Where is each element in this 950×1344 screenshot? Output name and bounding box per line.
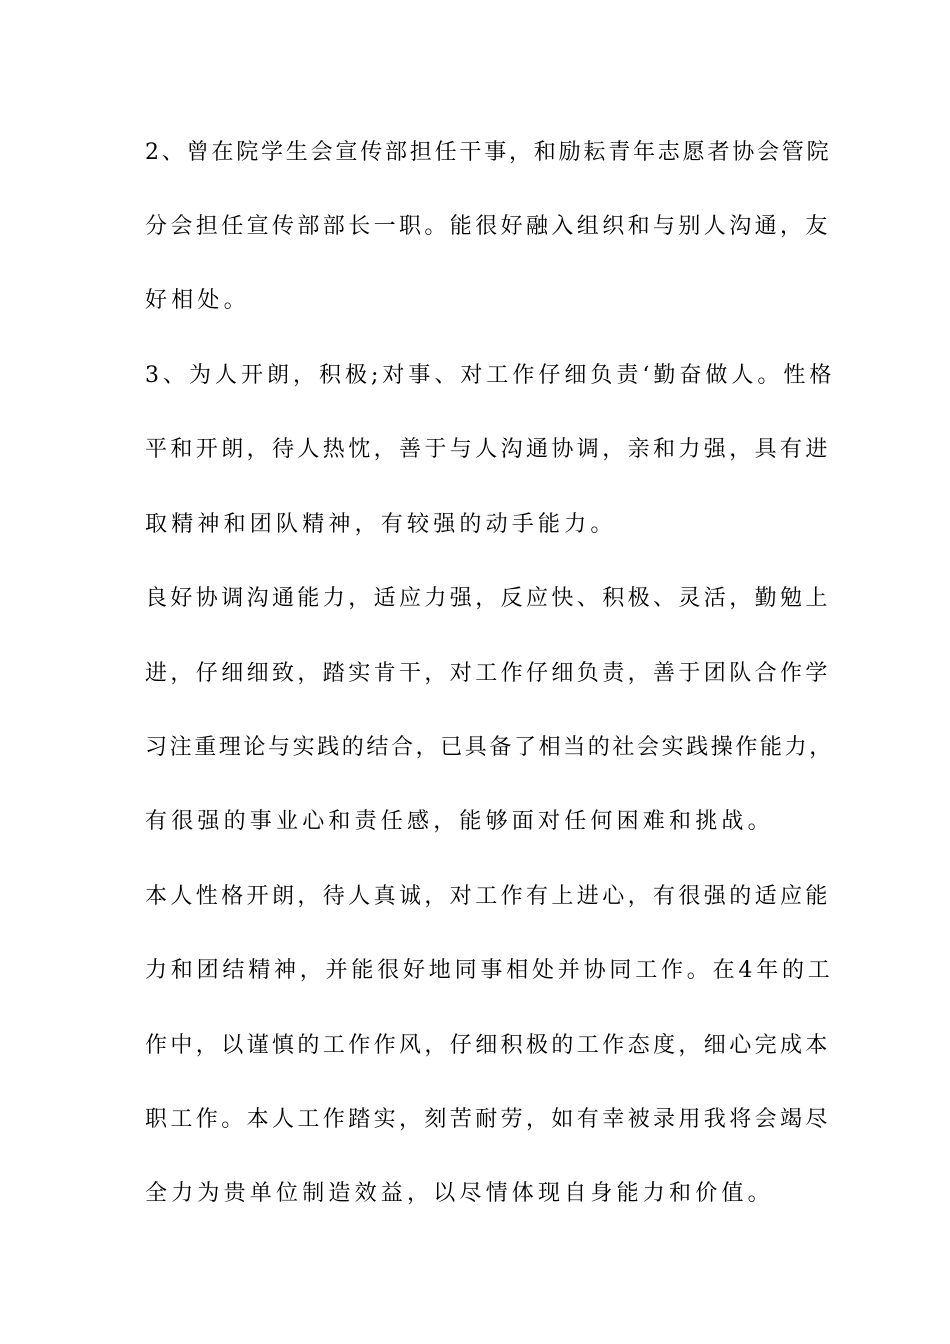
text-line: 良好协调沟通能力，适应力强，反应快、积极、灵活，勤勉上 <box>145 586 831 611</box>
text-line: 本人性格开朗，待人真诚，对工作有上进心，有很强的适应能 <box>145 884 831 909</box>
text-line: 力和团结精神，并能很好地同事相处并协同工作。在4年的工 <box>145 958 834 983</box>
text-line: 习注重理论与实践的结合，已具备了相当的社会实践操作能力， <box>145 735 834 760</box>
text-line: 好相处。 <box>145 288 250 313</box>
text-line: 职工作。本人工作踏实，刻苦耐劳，如有幸被录用我将会竭尽 <box>145 1107 831 1132</box>
text-line: 全力为贵单位制造效益，以尽情体现自身能力和价值。 <box>145 1181 774 1206</box>
text-line: 2、曾在院学生会宣传部担任干事，和励耘青年志愿者协会管院 <box>145 140 832 165</box>
text-line: 作中，以谨慎的工作作风，仔细积极的工作态度，细心完成本 <box>145 1033 831 1058</box>
text-line: 进，仔细细致，踏实肯干，对工作仔细负责，善于团队合作学 <box>145 661 831 686</box>
text-line: 3、为人开朗，积极;对事、对工作仔细负责‘勤奋做人。性格 <box>145 363 836 388</box>
text-line: 取精神和团队精神，有较强的动手能力。 <box>145 512 617 537</box>
text-line: 平和开朗，待人热忱，善于与人沟通协调，亲和力强，具有进 <box>145 437 831 462</box>
text-line: 分会担任宣传部部长一职。能很好融入组织和与别人沟通，友 <box>145 214 831 239</box>
text-line: 有很强的事业心和责任感，能够面对任何困难和挑战。 <box>145 809 774 834</box>
